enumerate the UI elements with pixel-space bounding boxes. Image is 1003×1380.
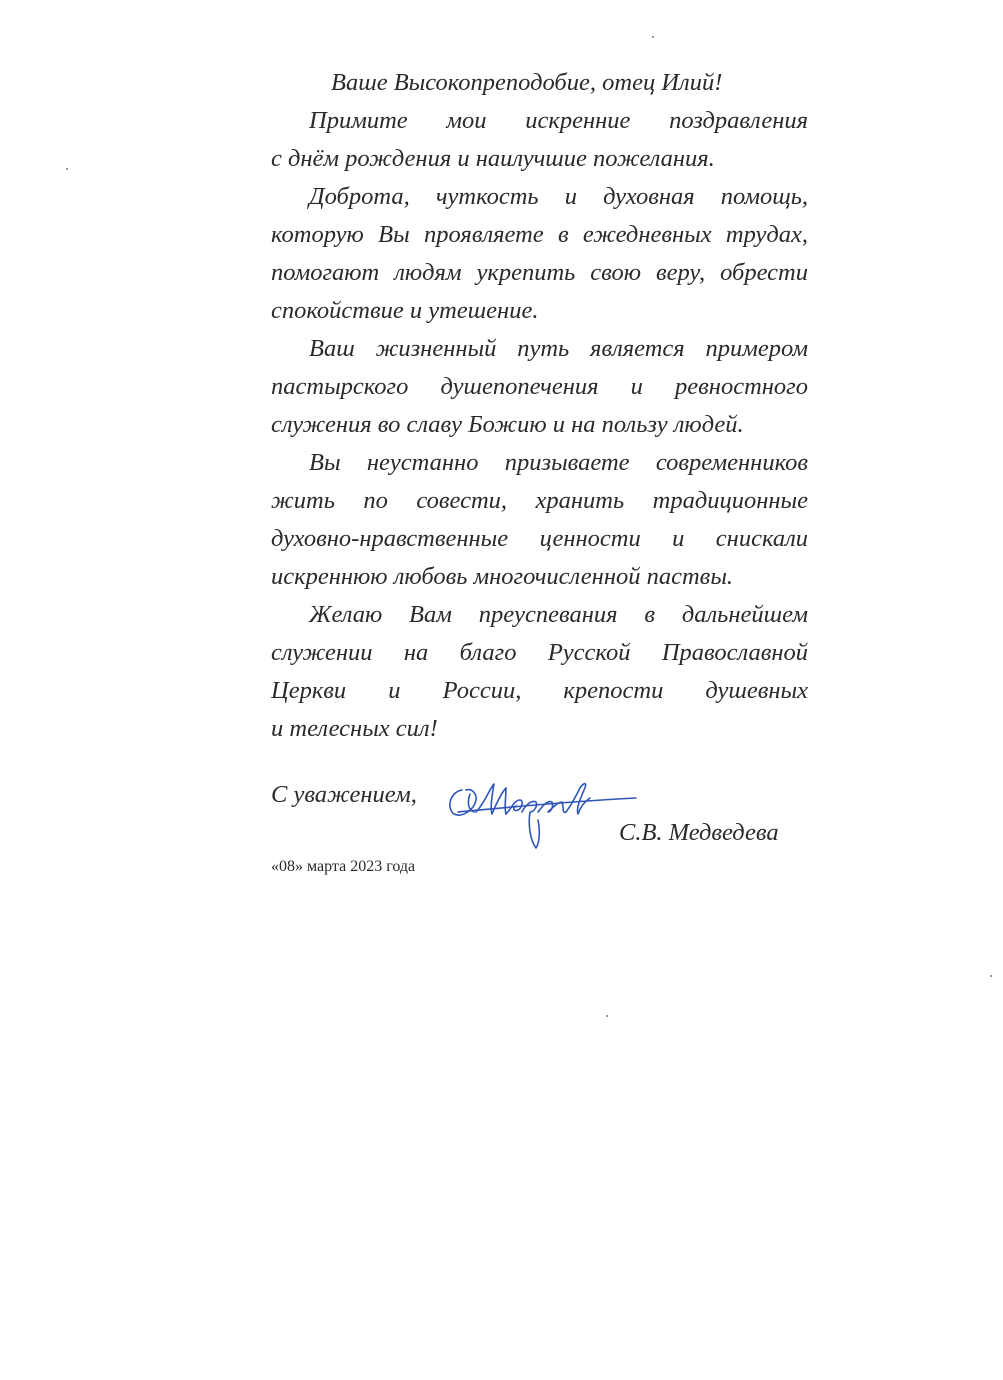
paragraph-line: с днём рождения и наилучшие пожелания. (271, 145, 715, 172)
paragraph (271, 444, 808, 596)
paragraph-line: которую Вы проявляете в ежедневных трудах, (271, 221, 808, 248)
paragraph-line: служения во славу Божию и на пользу людей. (271, 411, 744, 438)
paragraph-line: искреннюю любовь многочисленной паствы. (271, 563, 734, 590)
paragraph-line: пастырского душепопечения и ревностного (271, 373, 808, 400)
paragraph-line: Доброта, чуткость и духовная помощь, (309, 183, 808, 210)
handwritten-signature (440, 768, 640, 856)
paragraph (271, 596, 808, 748)
paragraph-line: Ваш жизненный путь является примером (309, 335, 808, 362)
paragraph-line: и телесных сил! (271, 715, 438, 742)
paragraph-line: Вы неустанно призываете современников (309, 449, 808, 476)
paragraph-line: помогают людям укрепить свою веру, обрести (271, 259, 808, 286)
scan-speck (990, 975, 992, 977)
salutation: Ваше Высокопреподобие, отец Илий! (331, 69, 723, 96)
paragraph (271, 330, 808, 444)
paragraph-line: жить по совести, хранить традиционные (271, 487, 808, 514)
paragraph-line: Церкви и России, крепости душевных (271, 677, 808, 704)
paragraph-line: Примите мои искренние поздравления (309, 107, 808, 134)
paragraph (271, 178, 808, 330)
paragraph-line: служении на благо Русской Православной (271, 639, 808, 666)
paragraph (271, 102, 808, 178)
closing-phrase: С уважением, (271, 781, 417, 808)
paragraph-line: духовно-нравственные ценности и снискали (271, 525, 808, 552)
scan-speck (606, 1015, 608, 1017)
paragraph-line: Желаю Вам преуспевания в дальнейшем (309, 601, 808, 628)
signer-name: С.В. Медведева (619, 819, 779, 846)
letter-date: «08» марта 2023 года (271, 858, 416, 875)
paragraph-line: спокойствие и утешение. (271, 297, 539, 324)
letter-body (271, 64, 808, 748)
scan-speck (652, 36, 654, 38)
scan-speck (66, 168, 68, 170)
